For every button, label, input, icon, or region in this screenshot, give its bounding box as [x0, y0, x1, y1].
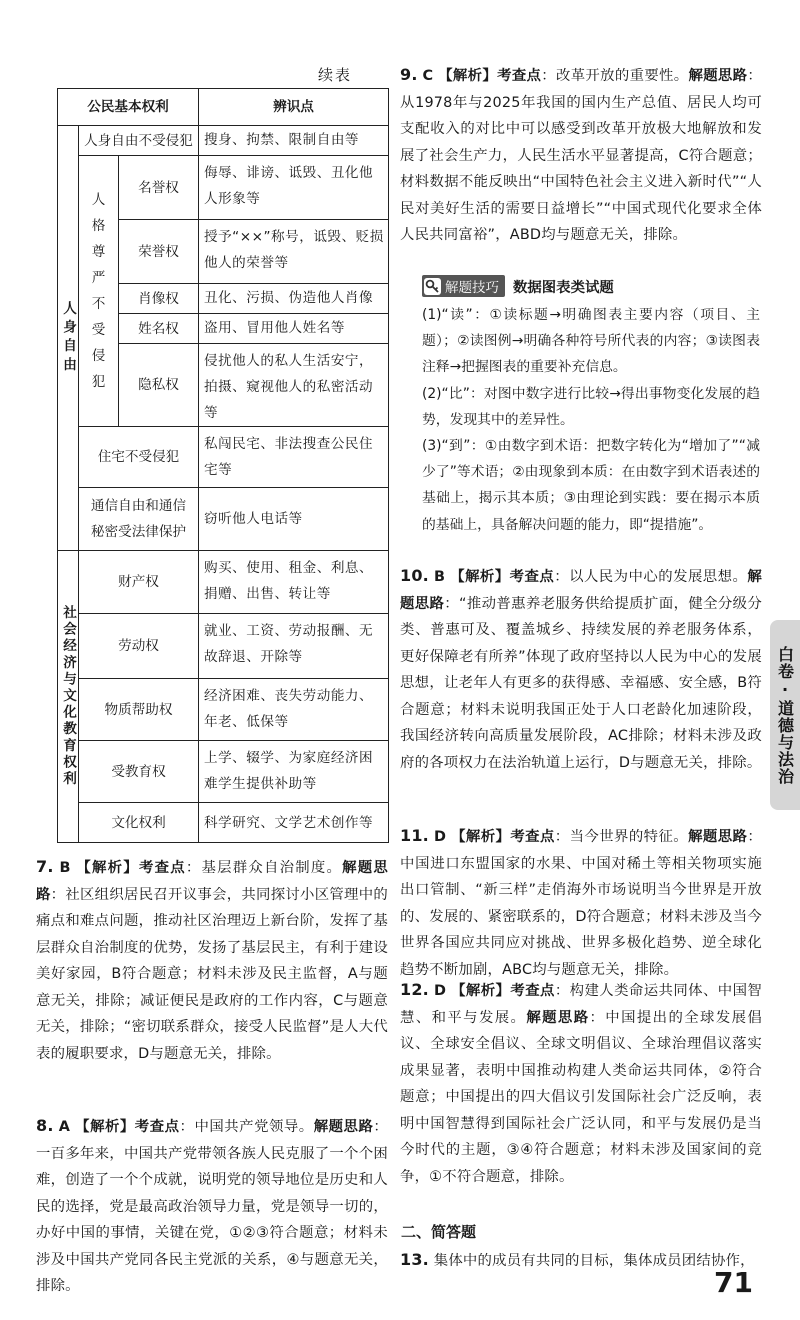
- question-number: 12.: [400, 980, 429, 999]
- right-desc: 盗用、冒用他人姓名等: [204, 320, 345, 336]
- analysis-tag: 【解析】: [76, 860, 139, 876]
- point-text: ：当今世界的特征。: [554, 829, 689, 845]
- tip-item: (1)“读”：①读标题→明确图表主要内容（项目、主题）；②读图例→明确各种符号所代表的内容；③读图表注释→把握图表的重要补充信息。: [422, 307, 760, 376]
- table-continued-label: 续表: [318, 66, 353, 84]
- analysis-tag: 【解析】: [451, 829, 511, 845]
- right-name: 劳动权: [118, 638, 159, 654]
- answer-q9: [400, 62, 762, 249]
- point-tag: 考查点: [509, 569, 555, 585]
- answer-q7: [36, 854, 388, 1067]
- point-tag: 考查点: [497, 68, 542, 84]
- point-tag: 考查点: [134, 1119, 180, 1135]
- answer-q8: [36, 1113, 388, 1300]
- idea-tag: 解题思路: [400, 569, 762, 612]
- right-desc: 科学研究、文学艺术创作等: [204, 814, 374, 831]
- question-number: 10.: [400, 566, 429, 585]
- answer-q12: [400, 977, 762, 1190]
- subject-side-tab: [770, 620, 800, 810]
- question-number: 7.: [36, 857, 54, 876]
- tip-item: (2)“比”：对图中数字进行比较→得出事物变化发展的趋势，发现其中的差异性。: [422, 385, 760, 428]
- idea-tag: 解题思路: [688, 829, 748, 845]
- right-name: 人身自由不受侵犯: [84, 132, 193, 149]
- point-text: ：基层群众自治制度。: [185, 860, 343, 876]
- group-personal-freedom: 人身自由: [60, 300, 76, 376]
- point-tag: 考查点: [510, 829, 555, 845]
- right-desc: 侮辱、诽谤、诋毁、丑化他人形象等: [204, 165, 374, 207]
- explanation-text: ：从1978年与2025年我国的国内生产总值、居民人均可支配收入的对比中可以感受到改革开放极大地解放和发展了社会生产力，人民生活水平显著提高，C符合题意；材料数据不能反映出“中国特色社会主义进入新时代”“人民对美好生活的需要日益增长”“中国式现代化要求全体人民共同富裕”，ABD均与题意无关，排除。: [400, 68, 762, 243]
- right-name: 财产权: [118, 574, 159, 590]
- answer-letter: B: [59, 860, 71, 876]
- key-icon: [424, 278, 441, 295]
- tip-badge: [422, 275, 505, 297]
- answer-letter: A: [58, 1119, 71, 1135]
- point-text: ：以人民为中心的发展思想。: [554, 569, 748, 585]
- right-desc: 经济困难、丧失劳动能力、年老、低保等: [204, 688, 374, 730]
- question-number: 9.: [400, 65, 418, 84]
- explanation-text: ：中国进口东盟国家的水果、中国对稀土等相关物项实施出口管制、“新三样”走俏海外市场说明当今世界是开放的、发展的、紧密联系的，D符合题意；材料未涉及当今世界各国应共同应对挑战、世界多极化趋势、逆全球化趋势不断加剧，ABC均与题意无关，排除。: [400, 829, 762, 978]
- side-tab-label: 白卷·道德与法治: [775, 645, 795, 785]
- rights-table: [57, 88, 389, 843]
- point-tag: 考查点: [138, 860, 186, 876]
- tip-title: 数据图表类试题: [513, 279, 614, 296]
- right-name: 住宅不受侵犯: [97, 449, 180, 465]
- answer-letter: D: [433, 829, 447, 845]
- analysis-tag: 【解析】: [438, 68, 498, 84]
- right-name: 文化权利: [111, 814, 166, 831]
- analysis-tag: 【解析】: [451, 983, 511, 999]
- right-desc: 窃听他人电话等: [204, 511, 303, 527]
- right-desc: 就业、工资、劳动报酬、无故辞退、开除等: [204, 623, 374, 665]
- right-name: 名誉权: [138, 179, 179, 196]
- explanation-text: 集体中的成员有共同的目标，集体成员团结协作，: [433, 1253, 755, 1269]
- tip-header: [422, 273, 614, 299]
- right-desc: 侵扰他人的私人生活安宁，拍摄、窥视他人的私密活动等: [204, 353, 374, 421]
- analysis-tag: 【解析】: [450, 569, 510, 585]
- explanation-text: ：“推动普惠养老服务供给提质扩面，健全分级分类、普惠可及、覆盖城乡、持续发展的养老服务体系，更好保障老有所养”体现了政府坚持以人民为中心的发展思想，让老年人有更多的获得感、幸福感、安全感，B符合题意；材料未说明我国正处于人口老龄化加速阶段，我国经济转向高质量发展阶段，AC排除；材料未涉及政府的各项权力在法治轨道上运行，D与题意无关，排除。: [400, 595, 762, 771]
- question-number: 8.: [36, 1116, 54, 1135]
- right-desc: 丑化、污损、伪造他人肖像: [204, 290, 374, 306]
- idea-tag: 解题思路: [688, 68, 748, 84]
- point-tag: 考查点: [510, 983, 555, 999]
- group-personal-dignity: 人格尊严不受侵犯: [91, 192, 106, 390]
- idea-tag: 解题思路: [36, 860, 388, 903]
- group-social-rights: 社会经济与文化教育权利: [60, 605, 76, 788]
- tip-list: [422, 302, 760, 538]
- idea-tag: 解题思路: [313, 1119, 374, 1135]
- answer-q11: [400, 823, 762, 983]
- right-desc: 私闯民宅、非法搜查公民住宅等: [204, 436, 374, 478]
- point-text: ：中国共产党领导。: [179, 1119, 314, 1135]
- right-desc: 授予“××”称号，诋毁、贬损他人的荣誉等: [204, 229, 384, 271]
- table-header-rights: 公民基本权利: [87, 99, 169, 115]
- right-desc: 上学、辍学、为家庭经济困难学生提供补助等: [204, 750, 374, 792]
- idea-tag: 解题思路: [526, 1009, 590, 1026]
- answer-q10: [400, 563, 762, 776]
- right-name: 荣誉权: [138, 243, 179, 260]
- right-name: 隐私权: [138, 377, 179, 393]
- explanation-text: ：中国提出的全球发展倡议、全球安全倡议、全球文明倡议、全球治理倡议落实成果显著，表明中国推动构建人类命运共同体，②符合题意；中国提出的四大倡议引发国际社会广泛反响，表明中国智慧得到国际社会广泛认同，和平与发展仍是当今时代的主题，③④符合题意；材料未涉及国家间的竞争，①不符合题意，排除。: [400, 1009, 762, 1185]
- right-desc: 购买、使用、租金、利息、捐赠、出售、转让等: [204, 560, 374, 602]
- question-number: 11.: [400, 826, 429, 845]
- analysis-tag: 【解析】: [75, 1119, 135, 1135]
- right-name: 肖像权: [138, 290, 179, 307]
- explanation-text: ：一百多年来，中国共产党带领各族人民克服了一个个困难，创造了一个个成就，说明党的领导地位是历史和人民的选择，党是最高政治领导力量，党是领导一切的，办好中国的事情，关键在党，①②③符合题意；材料未涉及中国共产党同各民主党派的关系，④与题意无关，排除。: [36, 1119, 388, 1294]
- right-desc: 搜身、拘禁、限制自由等: [204, 132, 360, 148]
- answer-letter: D: [433, 983, 447, 999]
- right-name: 通信自由和通信秘密受法律保护: [90, 498, 187, 540]
- answer-letter: C: [422, 68, 434, 84]
- point-text: ：改革开放的重要性。: [541, 68, 689, 84]
- answer-q13: [400, 1247, 762, 1275]
- section-heading: 二、简答题: [401, 1223, 477, 1241]
- page-number: 71: [714, 1266, 753, 1299]
- tip-badge-label: 解题技巧: [445, 280, 499, 296]
- table-header-identify: 辨识点: [273, 99, 314, 115]
- explanation-text: ：社区组织居民召开议事会，共同探讨小区管理中的痛点和难点问题，推动社区治理迈上新台阶，发挥了基层群众自治制度的优势，发扬了基层民主，有利于建设美好家园，B符合题意；材料未涉及民主监督，A与题意无关，排除；减证便民是政府的工作内容，C与题意无关，排除；“密切联系群众，接受人民监督”是人大代表的履职要求，D与题意无关，排除。: [36, 886, 388, 1062]
- right-name: 受教育权: [111, 763, 166, 780]
- answer-letter: B: [434, 569, 446, 585]
- right-name: 姓名权: [138, 320, 179, 337]
- right-name: 物质帮助权: [104, 701, 173, 718]
- question-number: 13.: [400, 1250, 429, 1269]
- point-text: ：构建人类命运共同体、中国智慧、和平与发展。: [400, 983, 762, 1026]
- tip-item: (3)“到”：①由数字到术语：把数字转化为“增加了”“减少了”等术语；②由现象到本质：在由数字到术语表述的基础上，揭示其本质；③由理论到实践：要在揭示本质的基础上，具备解决问题的能力，即“提措施”。: [422, 438, 760, 533]
